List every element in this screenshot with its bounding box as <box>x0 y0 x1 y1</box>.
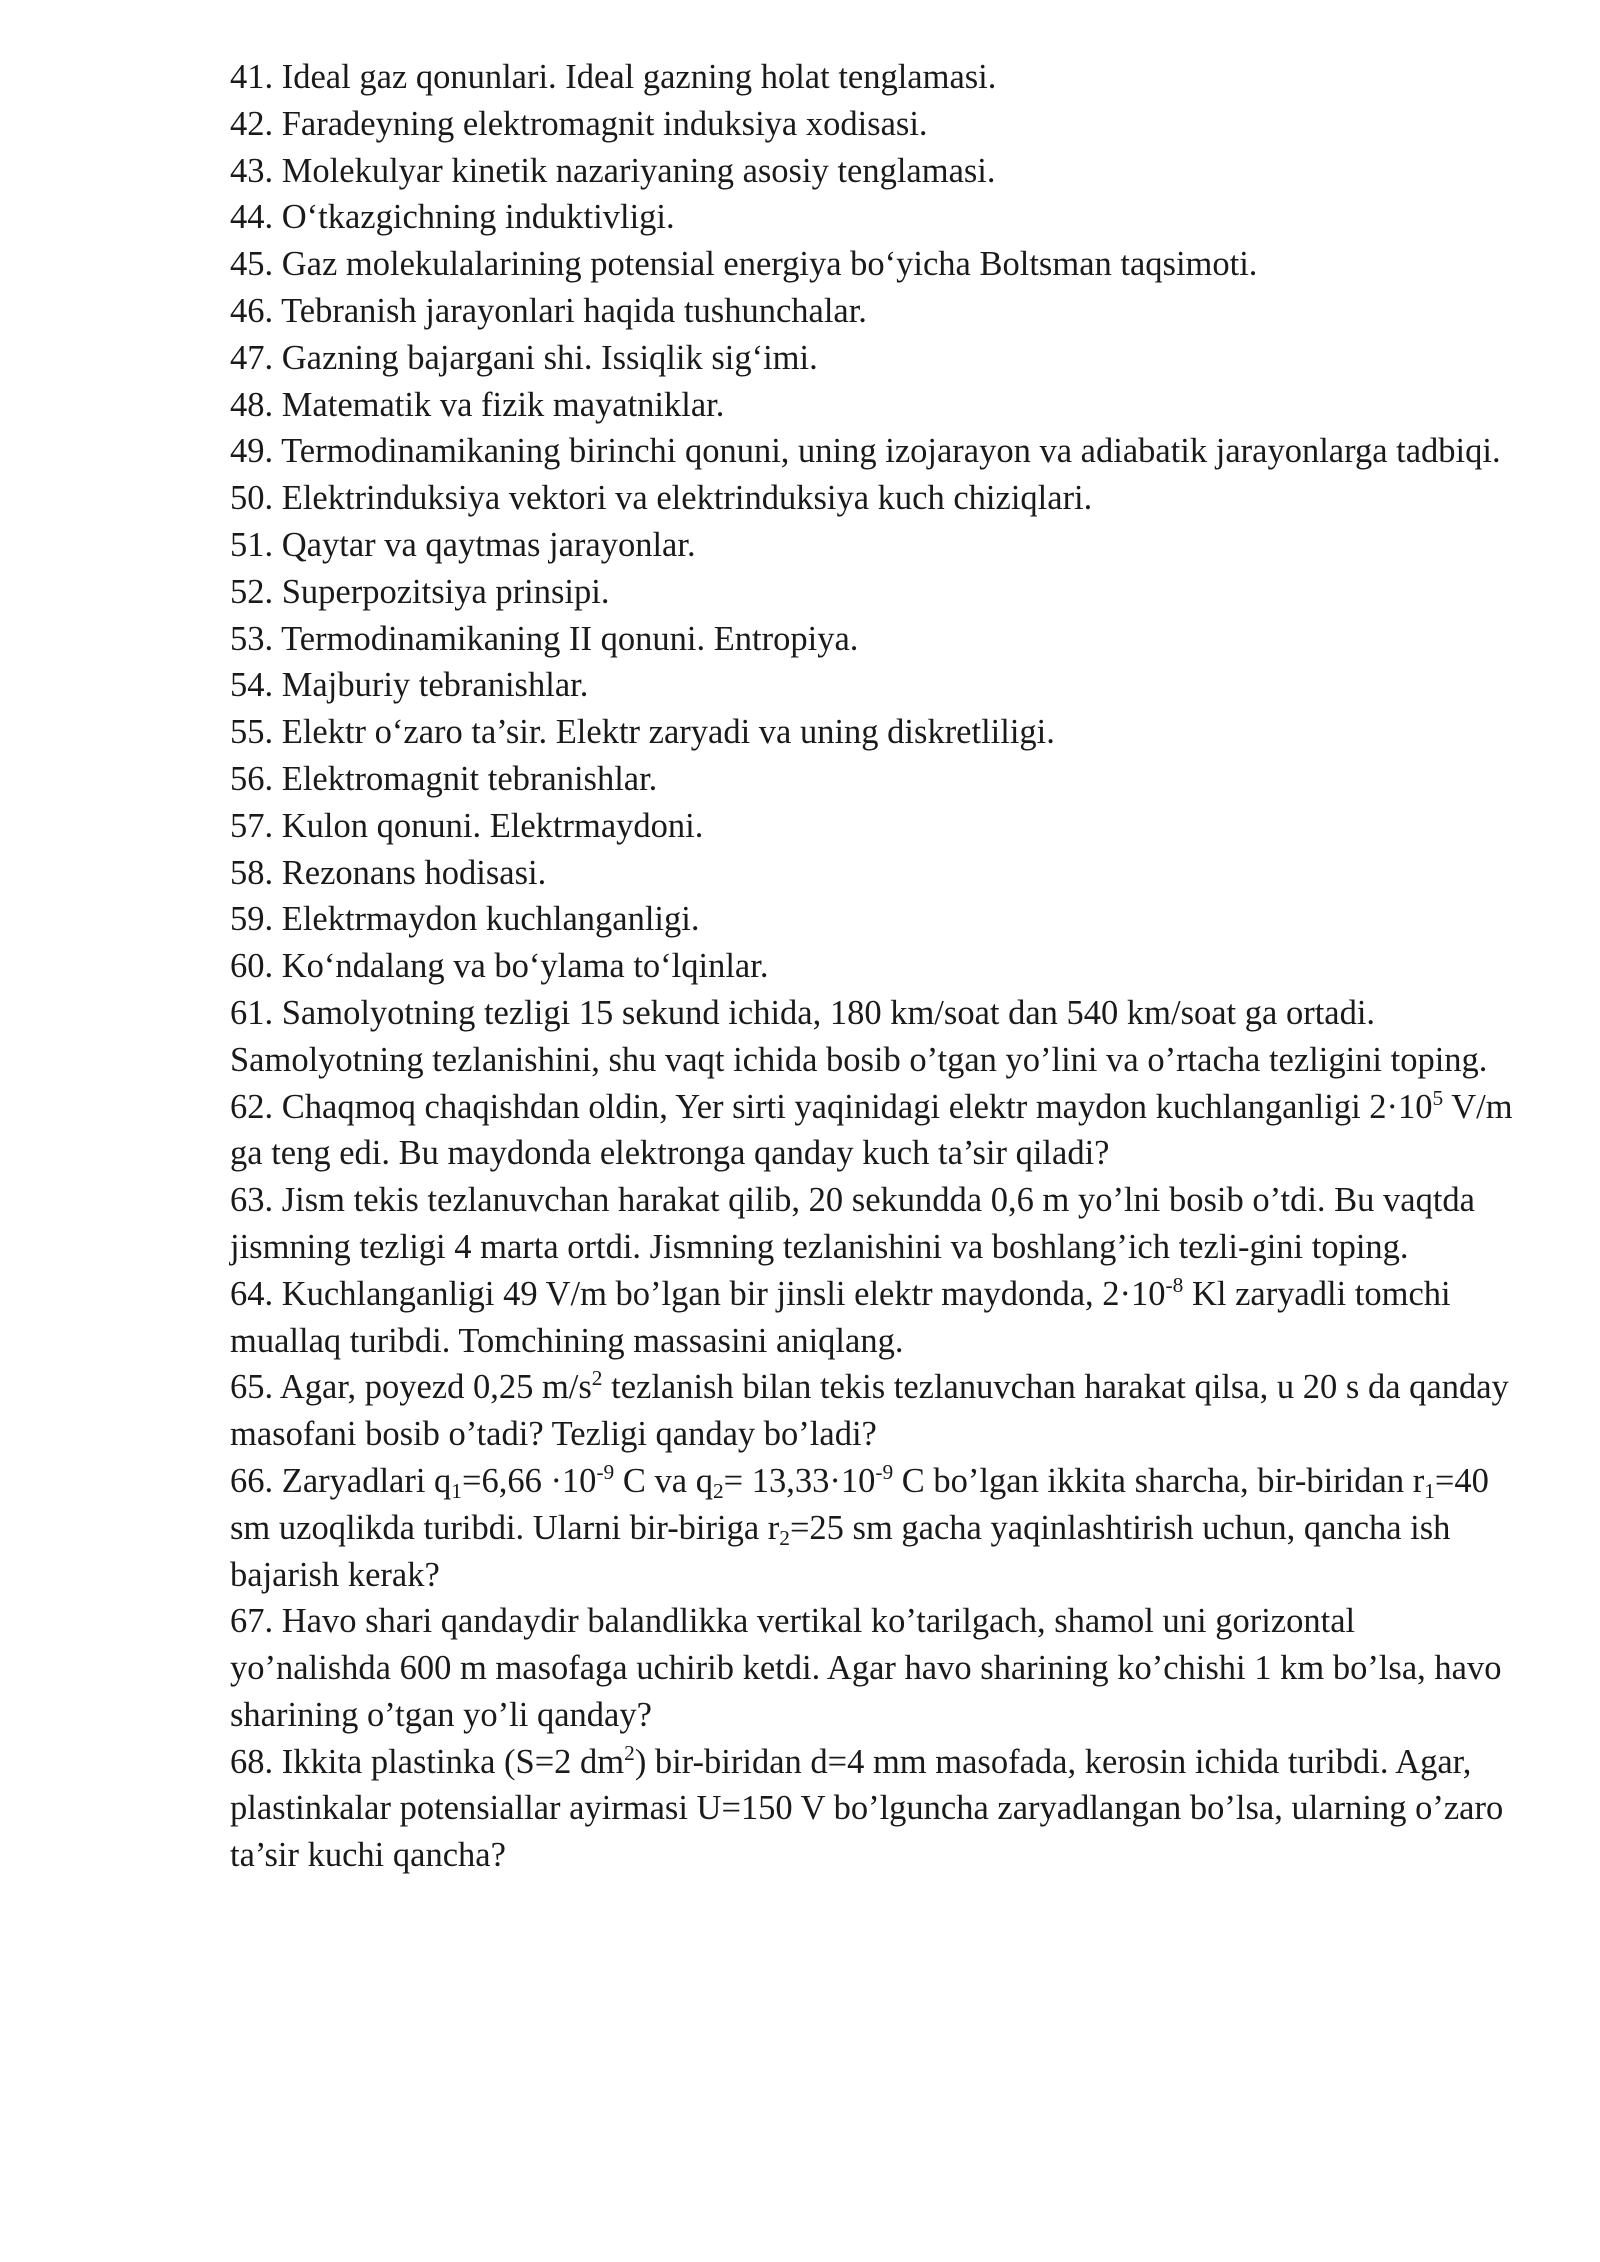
item-number: 66. <box>230 1461 274 1500</box>
item-text: Zaryadlari q <box>281 1461 452 1500</box>
item-number: 61. <box>230 993 274 1032</box>
item-text: Agar, poyezd 0,25 m/s <box>279 1368 592 1407</box>
subscript: 2 <box>712 1478 724 1503</box>
item-text: =6,66 ·10 <box>461 1461 597 1500</box>
item-number: 62. <box>230 1087 274 1126</box>
item-text: Molekulyar kinetik nazariyaning asosiy tenglamasi. <box>281 151 996 190</box>
item-text: C bo’lgan ikkita sharcha, bir-biridan r <box>893 1461 1425 1500</box>
item-text: O‘tkazgichning induktivligi. <box>281 198 675 237</box>
item-number: 65. <box>230 1368 274 1407</box>
list-item <box>230 335 1520 382</box>
superscript: -8 <box>1165 1272 1184 1297</box>
list-item <box>230 101 1520 148</box>
item-number: 47. <box>230 338 274 377</box>
subscript: 1 <box>451 1478 462 1503</box>
superscript: -9 <box>596 1459 615 1484</box>
superscript: 2 <box>591 1366 603 1391</box>
item-number: 55. <box>230 713 274 752</box>
item-text: Havo shari qandaydir balandlikka vertikal ko’tarilgach, shamol uni gorizontal yo’nalishda 600 m masofaga uchirib ketdi. Agar havo sharining ko’chishi 1 km bo’lsa, havo sharining o’tgan yo’li qanday? <box>230 1602 1502 1734</box>
list-item <box>230 1598 1520 1738</box>
superscript: 2 <box>624 1740 635 1765</box>
item-number: 45. <box>230 245 274 284</box>
list-item <box>230 943 1520 990</box>
item-number: 58. <box>230 853 274 892</box>
item-text: V/m ga teng edi. Bu maydonda elektronga qanday kuch ta’sir qiladi? <box>230 1087 1513 1173</box>
item-number: 53. <box>230 619 274 658</box>
item-text: ) bir-biridan d=4 mm masofada, kerosin ichida turibdi. Agar, plastinkalar potensiallar ayirmasi U=150 V bo’lguncha zaryadlangan bo’lsa, ularning o’zaro ta’sir kuchi qancha? <box>230 1742 1504 1875</box>
item-text: Faradeyning elektromagnit induksiya xodisasi. <box>281 104 928 143</box>
item-number: 52. <box>230 572 274 611</box>
list-item <box>230 382 1520 429</box>
item-text: Matematik va fizik mayatniklar. <box>281 385 725 424</box>
item-text: =25 sm gacha yaqinlashtirish uchun, qancha ish bajarish kerak? <box>230 1508 1451 1594</box>
item-text: Tebranish jarayonlari haqida tushunchalar. <box>281 291 867 330</box>
list-item <box>230 1084 1520 1178</box>
item-number: 48. <box>230 385 274 424</box>
list-item <box>230 148 1520 195</box>
item-text: Jism tekis tezlanuvchan harakat qilib, 20 sekundda 0,6 m yo’lni bosib o’tdi. Bu vaqtda jismning tezligi 4 marta ortdi. Jismning tezlanishini va boshlang’ich tezli-gini toping. <box>230 1181 1475 1266</box>
item-number: 41. <box>230 58 274 96</box>
item-text: Termodinamikaning birinchi qonuni, uning izojarayon va adiabatik jarayonlarga tadbiqi. <box>281 432 1501 471</box>
list-item <box>230 1177 1520 1271</box>
item-number: 60. <box>230 947 274 986</box>
superscript: -9 <box>875 1459 894 1484</box>
item-number: 50. <box>230 479 274 518</box>
item-text: Elektromagnit tebranishlar. <box>281 759 658 798</box>
item-text: Gazning bajargani shi. Issiqlik sig‘imi. <box>281 338 818 377</box>
item-number: 46. <box>230 291 274 330</box>
item-number: 56. <box>230 759 274 798</box>
item-text: Ko‘ndalang va bo‘ylama to‘lqinlar. <box>281 947 769 986</box>
list-item <box>230 896 1520 943</box>
item-number: 42. <box>230 104 274 143</box>
item-number: 49. <box>230 432 274 471</box>
item-number: 67. <box>230 1602 274 1641</box>
list-item <box>230 428 1520 475</box>
list-item <box>230 662 1520 709</box>
subscript: 1 <box>1424 1478 1435 1503</box>
item-text: Qaytar va qaytmas jarayonlar. <box>281 525 696 564</box>
list-item <box>230 194 1520 241</box>
item-number: 54. <box>230 666 274 705</box>
item-text: Ideal gaz qonunlari. Ideal gazning holat tenglamasi. <box>281 58 997 96</box>
item-text: Ikkita plastinka (S=2 dm <box>281 1742 625 1781</box>
item-number: 63. <box>230 1181 274 1220</box>
item-text: = 13,33·10 <box>723 1461 876 1500</box>
item-text: Elektrinduksiya vektori va elektrinduksiya kuch chiziqlari. <box>281 479 1093 518</box>
item-text: Gaz molekulalarining potensial energiya bo‘yicha Boltsman taqsimoti. <box>281 245 1258 284</box>
list-item <box>230 54 1520 101</box>
item-text: Superpozitsiya prinsipi. <box>281 572 610 611</box>
list-item <box>230 288 1520 335</box>
item-number: 64. <box>230 1274 274 1313</box>
item-text: Elektrmaydon kuchlanganligi. <box>281 900 700 939</box>
subscript: 2 <box>779 1525 790 1550</box>
list-item <box>230 1364 1520 1458</box>
list-item <box>230 522 1520 569</box>
item-text: Chaqmoq chaqishdan oldin, Yer sirti yaqinidagi elektr maydon kuchlanganligi 2·10 <box>281 1087 1433 1126</box>
item-number: 51. <box>230 525 274 564</box>
item-text: Termodinamikaning II qonuni. Entropiya. <box>281 619 859 658</box>
item-text: Kl zaryadli tomchi muallaq turibdi. Tomchining massasini aniqlang. <box>230 1274 1451 1360</box>
item-text: Rezonans hodisasi. <box>281 853 547 892</box>
list-item <box>230 569 1520 616</box>
item-text: Samolyotning tezligi 15 sekund ichida, 180 km/soat dan 540 km/soat ga ortadi. Samolyotning tezlanishini, shu vaqt ichida bosib o’tgan yo’lini va o’rtacha tezligini toping. <box>230 993 1488 1079</box>
item-text: =40 sm uzoqlikda turibdi. Ularni bir-biriga r <box>230 1461 1489 1547</box>
superscript: 5 <box>1432 1085 1444 1110</box>
item-text: Kulon qonuni. Elektrmaydoni. <box>281 806 704 845</box>
item-text: Majburiy tebranishlar. <box>281 666 589 705</box>
item-number: 44. <box>230 198 274 237</box>
list-item <box>230 803 1520 850</box>
item-text: Kuchlanganligi 49 V/m bo’lgan bir jinsli elektr maydonda, 2·10 <box>281 1274 1166 1313</box>
item-number: 59. <box>230 900 274 939</box>
item-number: 57. <box>230 806 274 845</box>
list-item <box>230 990 1520 1084</box>
list-item <box>230 475 1520 522</box>
list-item <box>230 756 1520 803</box>
list-item <box>230 616 1520 663</box>
list-item <box>230 1458 1520 1598</box>
list-item <box>230 850 1520 897</box>
question-list <box>230 54 1520 1879</box>
item-number: 68. <box>230 1742 274 1781</box>
list-item <box>230 1739 1520 1879</box>
list-item <box>230 241 1520 288</box>
item-text: C va q <box>614 1461 713 1500</box>
item-text: Elektr o‘zaro ta’sir. Elektr zaryadi va uning diskretliligi. <box>281 713 1055 752</box>
list-item <box>230 1271 1520 1365</box>
item-text: tezlanish bilan tekis tezlanuvchan harakat qilsa, u 20 s da qanday masofani bosib o’tadi? Tezligi qanday bo’ladi? <box>230 1368 1509 1454</box>
item-number: 43. <box>230 151 274 190</box>
list-item <box>230 709 1520 756</box>
